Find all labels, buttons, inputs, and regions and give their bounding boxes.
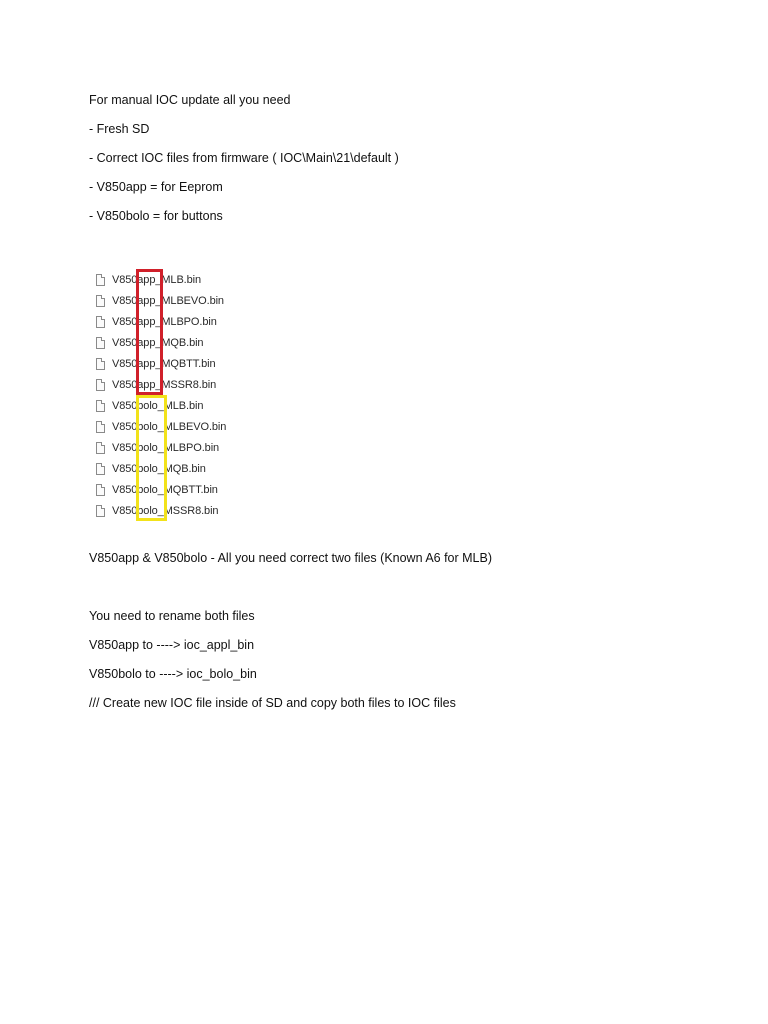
final-note-text: /// Create new IOC file inside of SD and copy both files to IOC files [89,696,456,710]
file-name: V850app_MQB.bin [112,336,204,349]
summary-text: V850app & V850bolo - All you need correct two files (Known A6 for MLB) [89,551,493,565]
rename-step-app: V850app to ----> ioc_appl_bin [89,638,255,652]
file-icon [96,400,105,412]
file-name: V850app_MLBEVO.bin [112,294,224,307]
file-name: V850bolo_MLBPO.bin [112,441,220,454]
bolo-highlight-box [136,395,167,521]
intro-text: For manual IOC update all you need [89,93,291,107]
bullet-correct-ioc-files: - Correct IOC files from firmware ( IOC\Main\21\default ) [89,151,399,165]
file-icon [96,379,105,391]
bullet-v850app: - V850app = for Eeprom [89,180,223,194]
file-name: V850bolo_MQB.bin [112,462,206,475]
file-name: V850app_MLBPO.bin [112,315,217,328]
file-icon [96,463,105,475]
file-name: V850app_MSSR8.bin [112,378,217,391]
file-icon [96,316,105,328]
file-icon [96,274,105,286]
bullet-v850bolo: - V850bolo = for buttons [89,209,223,223]
rename-step-bolo: V850bolo to ----> ioc_bolo_bin [89,667,257,681]
file-list-image [96,269,296,521]
file-icon [96,295,105,307]
file-icon [96,484,105,496]
file-name: V850app_MLB.bin [112,273,202,286]
file-name: V850bolo_MSSR8.bin [112,504,219,517]
file-icon [96,358,105,370]
file-icon [96,337,105,349]
app-highlight-box [136,269,163,395]
file-icon [96,505,105,517]
file-name: V850bolo_MLBEVO.bin [112,420,227,433]
file-icon [96,421,105,433]
file-name: V850bolo_MQBTT.bin [112,483,218,496]
file-name: V850bolo_MLB.bin [112,399,204,412]
file-name: V850app_MQBTT.bin [112,357,216,370]
rename-intro-text: You need to rename both files [89,609,255,623]
file-icon [96,442,105,454]
bullet-fresh-sd: - Fresh SD [89,122,150,136]
